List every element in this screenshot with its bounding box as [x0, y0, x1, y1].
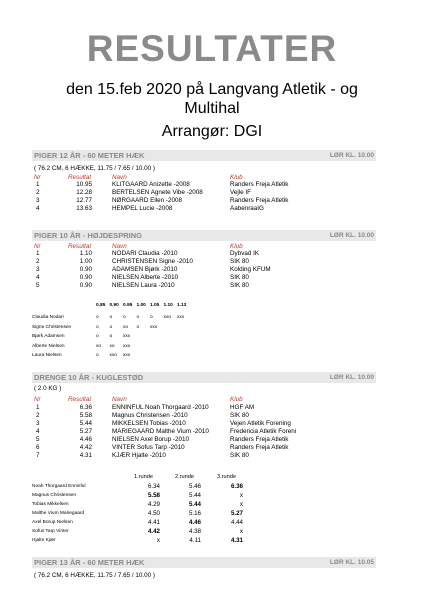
row-name: KJÆR Hjalte -2010: [112, 452, 166, 459]
row-result: 6.36: [79, 404, 92, 411]
attempt-mark: xxx: [150, 324, 158, 330]
row-name: Magnus Christensen -2010: [112, 412, 188, 419]
row-rank: 7: [36, 452, 40, 459]
row-club: SIK 80: [230, 412, 249, 419]
col-header-resultat: Resultat: [68, 396, 92, 403]
row-club: SIK 80: [230, 452, 249, 459]
attempt-mark: xxx: [123, 334, 131, 339]
throw-value: 4.42: [147, 528, 160, 535]
attempt-mark: o: [150, 315, 153, 320]
section-title: PIGER 12 ÅR - 60 METER HÆK: [34, 151, 145, 160]
section-header: [32, 372, 376, 383]
attempt-mark: o: [109, 334, 113, 339]
row-rank: 4: [36, 428, 40, 435]
attempt-mark: o: [96, 315, 99, 320]
row-club: Randers Freja Atletik: [230, 197, 289, 204]
row-rank: 5: [36, 436, 40, 443]
athlete-name: Claudia Nodari: [32, 315, 64, 320]
row-rank: 1: [36, 181, 40, 188]
arranger-label: Arrangør: DGI: [161, 123, 263, 140]
throw-value: 4.29: [147, 501, 160, 508]
row-club: Vejle IF: [230, 189, 251, 196]
athlete-name: Axel Borup Nielsen: [32, 520, 73, 525]
attempt-mark: xxo: [163, 315, 171, 320]
row-name: NIELSEN Alberte -2010: [112, 274, 179, 281]
table-row: [34, 452, 374, 460]
row-name: ENNINFUL Noah Thorgaard -2010: [112, 404, 209, 411]
throw-value: x: [156, 537, 160, 544]
row-result: 4.31: [79, 452, 92, 459]
attempt-mark: xo: [109, 343, 115, 349]
row-name: NODARI Claudia -2010: [112, 250, 178, 257]
row-result: 0.90: [79, 274, 92, 281]
row-rank: 5: [36, 282, 40, 289]
round-header: 1.runde: [134, 474, 153, 480]
round-header: 3.runde: [217, 474, 236, 480]
attempt-mark: o: [96, 324, 99, 330]
row-rank: 3: [36, 266, 40, 273]
row-club: SIK 80: [230, 258, 249, 265]
row-name: VINTER Sofus Tarp -2010: [112, 444, 185, 451]
throw-value: 5.44: [188, 501, 201, 508]
row-name: KLITGAARD Anizette -2008: [112, 181, 190, 188]
row-name: HEMPEL Lucie -2008: [112, 205, 173, 212]
athlete-name: Sofus Tarp Vinter: [32, 529, 69, 534]
throw-value: 5.58: [147, 492, 160, 499]
table-row: [34, 181, 374, 189]
col-header-navn: Navn: [112, 243, 127, 250]
table-row: [34, 189, 374, 197]
row-name: MIKKELSEN Tobias -2010: [112, 420, 186, 427]
table-row: [34, 412, 374, 420]
row-name: CHRISTENSEN Signe -2010: [112, 258, 193, 265]
athlete-name: Noah Thorgaard Enninful: [32, 484, 86, 489]
athlete-name: Signe Christensen: [32, 324, 72, 330]
row-club: Randers Freja Atletik: [230, 444, 289, 451]
attempt-mark: o: [96, 334, 99, 339]
row-rank: 3: [36, 197, 40, 204]
throw-value: 4.41: [147, 519, 160, 526]
row-result: 13.63: [76, 205, 92, 212]
col-header-nr: Nr: [34, 174, 41, 181]
row-name: NIELSEN Axel Borup -2010: [112, 436, 190, 443]
row-result: 1.10: [79, 250, 92, 257]
table-row: [34, 205, 374, 213]
attempt-mark: xxx: [123, 343, 131, 349]
row-rank: 1: [36, 404, 40, 411]
row-club: Kolding KFUM: [230, 266, 271, 273]
throw-value: 5.27: [230, 510, 243, 517]
col-header-navn: Navn: [112, 174, 127, 181]
attempt-mark: o: [96, 353, 99, 358]
round-header: 2.runde: [175, 474, 194, 480]
height-label: 0.90: [109, 303, 119, 308]
row-result: 1.00: [79, 258, 92, 265]
throw-value: 4.11: [189, 537, 201, 544]
section-header: [32, 557, 376, 568]
row-club: SIK 80: [230, 274, 249, 281]
row-rank: 2: [36, 258, 40, 265]
throw-value: 4.46: [188, 519, 201, 526]
row-club: Dybvad IK: [230, 250, 260, 257]
throw-value: 5.46: [188, 483, 201, 490]
event-subtitle: den 15.feb 2020 på Langvang Atletik - og Multihal: [66, 81, 358, 117]
attempt-mark: xo: [123, 324, 129, 330]
row-rank: 2: [36, 189, 40, 196]
col-header-nr: Nr: [34, 396, 41, 403]
row-club: AabenraaIG: [230, 205, 264, 212]
throw-value: x: [239, 501, 243, 508]
throw-value: 5.44: [188, 492, 201, 499]
throw-value: x: [239, 492, 243, 499]
table-row: [34, 282, 374, 290]
row-name: NØRGAARD Ellen -2008: [112, 197, 182, 204]
table-row: [34, 428, 374, 436]
row-name: MARIEGAARD Malthe Vium -2010: [112, 428, 209, 435]
row-club: SIK 80: [230, 282, 249, 289]
row-rank: 2: [36, 412, 40, 419]
height-label: 0.95: [123, 303, 133, 308]
section-time: LØR KL. 10.00: [329, 152, 374, 159]
table-row: [34, 444, 374, 452]
row-result: 0.90: [79, 282, 92, 289]
section-header: [32, 150, 376, 161]
section-note: ( 2.0 KG ): [34, 385, 62, 392]
athlete-name: Malthe Vium Mariegaard: [32, 511, 85, 516]
attempt-mark: o: [109, 315, 113, 320]
row-result: 4.42: [79, 444, 92, 451]
attempt-mark: xxx: [123, 353, 131, 358]
row-club: Randers Freja Atletik: [230, 436, 289, 443]
row-club: Fredericia Atletik Foreni: [230, 428, 297, 435]
row-club: HGF AM: [230, 404, 255, 411]
row-rank: 4: [36, 274, 40, 281]
row-result: 5.27: [79, 428, 92, 435]
throw-value: 4.50: [147, 510, 160, 517]
throw-value: 4.38: [188, 528, 201, 535]
throw-value: 5.16: [188, 510, 201, 517]
athlete-name: Magnus Christensen: [32, 493, 76, 498]
row-club: Randers Freja Atletik: [230, 181, 289, 188]
athlete-name: Alberte Nielsen: [32, 343, 65, 349]
col-header-resultat: Resultat: [68, 243, 92, 250]
athlete-name: Laura Nielsen: [32, 353, 62, 358]
attempt-mark: o: [123, 315, 126, 320]
height-label: 1.10: [163, 303, 173, 308]
attempt-mark: o: [136, 324, 140, 330]
height-label: 1.13: [177, 303, 187, 308]
col-header-klub: Klub: [230, 396, 243, 403]
row-rank: 4: [36, 205, 40, 212]
row-rank: 6: [36, 444, 40, 451]
table-row: [34, 436, 374, 444]
section-title: DRENGE 10 ÅR - KUGLESTØD: [34, 373, 144, 382]
row-result: 12.28: [76, 189, 92, 196]
throw-value: x: [239, 528, 243, 535]
row-name: BERTELSEN Agnete Vibe -2008: [112, 189, 203, 196]
height-label: 1.00: [136, 303, 146, 308]
col-header-klub: Klub: [230, 243, 243, 250]
row-rank: 3: [36, 420, 40, 427]
page-title: RESULTATER: [86, 28, 338, 69]
attempt-mark: xxx: [177, 315, 185, 320]
section-note: ( 76.2 CM, 6 HÆKKE, 11.75 / 7.65 / 10.00 ): [34, 165, 155, 172]
athlete-name: Tobias Mikkelsen: [32, 502, 69, 507]
row-result: 5.44: [79, 420, 92, 427]
height-label: 1.05: [150, 303, 160, 308]
row-name: NIELSEN Laura -2010: [112, 282, 175, 289]
section-title: PIGER 10 ÅR - HØJDESPRING: [34, 231, 142, 240]
table-row: [34, 266, 374, 274]
row-result: 4.46: [79, 436, 92, 443]
col-header-nr: Nr: [34, 243, 41, 250]
table-row: [34, 250, 374, 258]
throw-value: 4.44: [230, 519, 243, 526]
row-result: 0.90: [79, 266, 92, 273]
row-name: ADAMSEN Bjørk -2010: [112, 266, 178, 273]
table-row: [34, 404, 374, 412]
athlete-name: Hjalte Kjær: [32, 538, 56, 543]
section-header: [32, 230, 376, 241]
attempt-mark: o: [136, 315, 140, 320]
height-label: 0.85: [96, 303, 106, 308]
attempt-mark: xo: [96, 343, 102, 349]
row-result: 12.77: [76, 197, 92, 204]
throw-value: 4.31: [230, 537, 243, 544]
row-club: Vejen Atletik Forening: [230, 420, 291, 427]
table-row: [34, 258, 374, 266]
table-row: [34, 420, 374, 428]
table-row: [34, 197, 374, 205]
throw-value: 6.34: [147, 483, 160, 490]
athlete-name: Bjørk Adamsen: [32, 334, 65, 339]
throw-value: 6.36: [230, 483, 243, 490]
row-rank: 1: [36, 250, 40, 257]
section-note: ( 76.2 CM, 6 HÆKKE, 11.75 / 7.65 / 10.00 ): [34, 572, 155, 579]
attempt-mark: xxo: [109, 353, 117, 358]
row-result: 5.58: [79, 412, 92, 419]
section-title: PIGER 13 ÅR - 60 METER HÆK: [34, 558, 145, 567]
section-time: LØR KL. 10.05: [329, 559, 374, 566]
col-header-klub: Klub: [230, 174, 243, 181]
section-time: LØR KL. 10.00: [329, 374, 374, 381]
attempt-mark: o: [109, 324, 113, 330]
section-time: LØR KL. 10.00: [329, 232, 374, 239]
row-result: 10.95: [76, 181, 92, 188]
col-header-navn: Navn: [112, 396, 127, 403]
col-header-resultat: Resultat: [68, 174, 92, 181]
table-row: [34, 274, 374, 282]
